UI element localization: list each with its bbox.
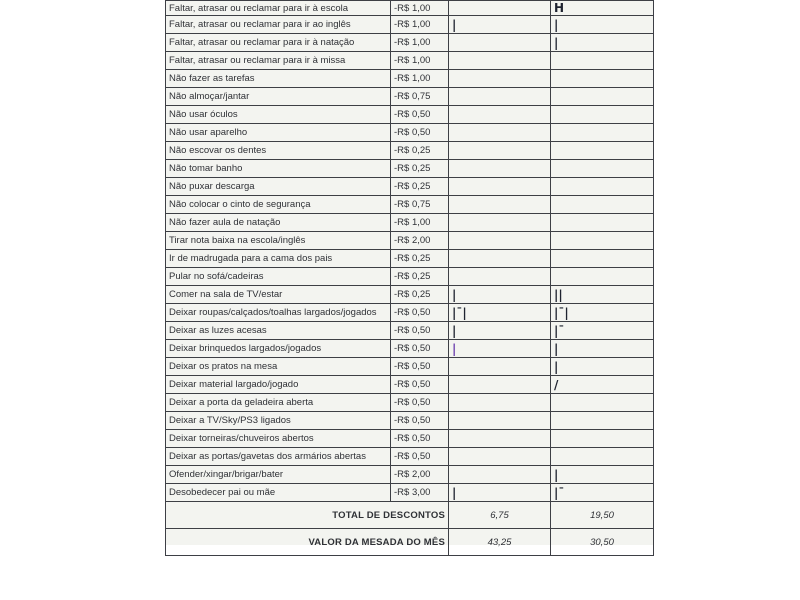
penalty-value: -R$ 0,50 <box>391 358 449 376</box>
tally-cell-col3 <box>449 394 551 412</box>
penalty-value: -R$ 0,50 <box>391 394 449 412</box>
tally-cell-col4 <box>551 340 654 358</box>
tally-cell-col3 <box>449 124 551 142</box>
table-row <box>166 160 654 178</box>
table-row <box>166 322 654 340</box>
tally-cell-col3 <box>449 448 551 466</box>
table-row <box>166 268 654 286</box>
infraction-label: Não fazer aula de natação <box>166 214 391 232</box>
infraction-label: Ofender/xingar/brigar/bater <box>166 466 391 484</box>
monthly-allowance-label: VALOR DA MESADA DO MÊS <box>166 529 449 556</box>
tally-cell-col3 <box>449 214 551 232</box>
tally-mark: |¯| <box>452 305 467 320</box>
tally-cell-col4 <box>551 34 654 52</box>
tally-cell-col4 <box>551 358 654 376</box>
table-row <box>166 106 654 124</box>
tally-cell-col3 <box>449 322 551 340</box>
allowance-sheet <box>165 0 653 548</box>
tally-cell-col3 <box>449 142 551 160</box>
table-row <box>166 340 654 358</box>
monthly-allowance-col3: 43,25 <box>449 529 551 556</box>
infraction-label: Ir de madrugada para a cama dos pais <box>166 250 391 268</box>
tally-cell-col4 <box>551 466 654 484</box>
tally-mark: | <box>452 17 457 32</box>
table-row <box>166 178 654 196</box>
tally-cell-col4 <box>551 1 654 16</box>
tally-cell-col4 <box>551 196 654 214</box>
table-row <box>166 358 654 376</box>
penalty-value: -R$ 0,50 <box>391 322 449 340</box>
table-row <box>166 250 654 268</box>
penalty-value: -R$ 1,00 <box>391 214 449 232</box>
total-discounts-row <box>166 502 654 529</box>
table-row <box>166 466 654 484</box>
tally-mark: | <box>554 17 559 32</box>
table-row <box>166 448 654 466</box>
table-row <box>166 34 654 52</box>
infraction-label: Deixar roupas/calçados/toalhas largados/jogados <box>166 304 391 322</box>
tally-cell-col4 <box>551 142 654 160</box>
monthly-allowance-row <box>166 529 654 556</box>
tally-mark: / <box>554 377 559 392</box>
tally-cell-col3 <box>449 70 551 88</box>
table-row <box>166 286 654 304</box>
penalty-value: -R$ 0,25 <box>391 142 449 160</box>
infraction-label: Faltar, atrasar ou reclamar para ir à natação <box>166 34 391 52</box>
table-row <box>166 232 654 250</box>
tally-mark: | <box>554 467 559 482</box>
penalty-value: -R$ 0,25 <box>391 178 449 196</box>
infraction-label: Faltar, atrasar ou reclamar para ir ao inglês <box>166 16 391 34</box>
table-row <box>166 88 654 106</box>
tally-cell-col3 <box>449 466 551 484</box>
tally-cell-col4 <box>551 484 654 502</box>
penalty-value: -R$ 1,00 <box>391 52 449 70</box>
penalty-value: -R$ 0,25 <box>391 268 449 286</box>
penalty-value: -R$ 0,50 <box>391 304 449 322</box>
infraction-label: Deixar as portas/gavetas dos armários abertas <box>166 448 391 466</box>
penalty-value: -R$ 0,75 <box>391 88 449 106</box>
infraction-label: Deixar a TV/Sky/PS3 ligados <box>166 412 391 430</box>
table-row <box>166 304 654 322</box>
penalty-value: -R$ 1,00 <box>391 16 449 34</box>
tally-cell-col3 <box>449 484 551 502</box>
tally-cell-col3 <box>449 34 551 52</box>
tally-cell-col3 <box>449 430 551 448</box>
tally-cell-col3 <box>449 304 551 322</box>
total-discounts-label: TOTAL DE DESCONTOS <box>166 502 449 529</box>
infraction-label: Faltar, atrasar ou reclamar para ir à missa <box>166 52 391 70</box>
tally-cell-col3 <box>449 340 551 358</box>
penalty-value: -R$ 2,00 <box>391 466 449 484</box>
infraction-label: Não usar aparelho <box>166 124 391 142</box>
penalty-value: -R$ 0,25 <box>391 250 449 268</box>
tally-cell-col4 <box>551 250 654 268</box>
tally-cell-col3 <box>449 268 551 286</box>
tally-cell-col3 <box>449 232 551 250</box>
tally-cell-col4 <box>551 394 654 412</box>
penalty-value: -R$ 0,50 <box>391 124 449 142</box>
infraction-label: Não tomar banho <box>166 160 391 178</box>
table-row <box>166 124 654 142</box>
penalty-value: -R$ 0,50 <box>391 448 449 466</box>
tally-mark: | <box>452 341 457 356</box>
tally-mark: | <box>452 323 457 338</box>
penalty-value: -R$ 3,00 <box>391 484 449 502</box>
table-row <box>166 142 654 160</box>
tally-cell-col4 <box>551 448 654 466</box>
infraction-label: Deixar torneiras/chuveiros abertos <box>166 430 391 448</box>
infraction-label: Deixar material largado/jogado <box>166 376 391 394</box>
monthly-allowance-col4: 30,50 <box>551 529 654 556</box>
total-discounts-col3: 6,75 <box>449 502 551 529</box>
infraction-label: Deixar a porta da geladeira aberta <box>166 394 391 412</box>
table-row <box>166 214 654 232</box>
tally-cell-col4 <box>551 232 654 250</box>
penalty-value: -R$ 0,50 <box>391 412 449 430</box>
table-row <box>166 52 654 70</box>
tally-mark: |¯| <box>554 305 569 320</box>
tally-mark: | <box>452 485 457 500</box>
penalty-value: -R$ 0,50 <box>391 106 449 124</box>
penalty-value: -R$ 0,75 <box>391 196 449 214</box>
tally-cell-col3 <box>449 16 551 34</box>
tally-cell-col4 <box>551 412 654 430</box>
penalty-value: -R$ 0,25 <box>391 160 449 178</box>
penalty-value: -R$ 1,00 <box>391 70 449 88</box>
infraction-label: Não usar óculos <box>166 106 391 124</box>
penalty-value: -R$ 1,00 <box>391 1 449 16</box>
infraction-label: Não almoçar/jantar <box>166 88 391 106</box>
table-row <box>166 394 654 412</box>
penalty-value: -R$ 1,00 <box>391 34 449 52</box>
tally-mark: | <box>554 359 559 374</box>
penalty-value: -R$ 0,50 <box>391 340 449 358</box>
tally-cell-col3 <box>449 412 551 430</box>
infraction-label: Deixar os pratos na mesa <box>166 358 391 376</box>
tally-cell-col4 <box>551 52 654 70</box>
tally-cell-col4 <box>551 430 654 448</box>
infraction-label: Deixar as luzes acesas <box>166 322 391 340</box>
tally-cell-col3 <box>449 52 551 70</box>
table-row <box>166 430 654 448</box>
tally-cell-col4 <box>551 214 654 232</box>
tally-mark: H <box>554 1 565 15</box>
tally-cell-col4 <box>551 88 654 106</box>
tally-cell-col4 <box>551 376 654 394</box>
infraction-label: Tirar nota baixa na escola/inglês <box>166 232 391 250</box>
tally-cell-col4 <box>551 322 654 340</box>
tally-cell-col4 <box>551 70 654 88</box>
tally-mark: | <box>452 287 457 302</box>
table-row <box>166 70 654 88</box>
tally-cell-col4 <box>551 178 654 196</box>
tally-cell-col3 <box>449 196 551 214</box>
table-row <box>166 16 654 34</box>
tally-cell-col4 <box>551 268 654 286</box>
table-row <box>166 484 654 502</box>
tally-cell-col3 <box>449 286 551 304</box>
tally-cell-col3 <box>449 376 551 394</box>
tally-cell-col4 <box>551 160 654 178</box>
tally-cell-col4 <box>551 16 654 34</box>
tally-cell-col3 <box>449 160 551 178</box>
infraction-label: Faltar, atrasar ou reclamar para ir à escola <box>166 1 391 16</box>
infraction-label: Pular no sofá/cadeiras <box>166 268 391 286</box>
penalty-value: -R$ 2,00 <box>391 232 449 250</box>
tally-mark: |¯ <box>554 323 565 338</box>
infraction-label: Não escovar os dentes <box>166 142 391 160</box>
tally-cell-col3 <box>449 106 551 124</box>
infraction-label: Comer na sala de TV/estar <box>166 286 391 304</box>
tally-cell-col3 <box>449 358 551 376</box>
table-row <box>166 1 654 16</box>
table-row <box>166 412 654 430</box>
deductions-table <box>165 0 654 556</box>
tally-mark: || <box>554 287 563 302</box>
penalty-value: -R$ 0,50 <box>391 376 449 394</box>
infraction-label: Não puxar descarga <box>166 178 391 196</box>
infraction-label: Não fazer as tarefas <box>166 70 391 88</box>
tally-cell-col4 <box>551 304 654 322</box>
infraction-label: Não colocar o cinto de segurança <box>166 196 391 214</box>
tally-mark: | <box>554 35 559 50</box>
total-discounts-col4: 19,50 <box>551 502 654 529</box>
tally-cell-col3 <box>449 178 551 196</box>
infraction-label: Deixar brinquedos largados/jogados <box>166 340 391 358</box>
tally-cell-col4 <box>551 124 654 142</box>
tally-cell-col4 <box>551 106 654 124</box>
tally-mark: |¯ <box>554 485 565 500</box>
table-row <box>166 376 654 394</box>
tally-cell-col3 <box>449 88 551 106</box>
table-row <box>166 196 654 214</box>
tally-cell-col3 <box>449 1 551 16</box>
tally-cell-col4 <box>551 286 654 304</box>
penalty-value: -R$ 0,50 <box>391 430 449 448</box>
penalty-value: -R$ 0,25 <box>391 286 449 304</box>
tally-mark: | <box>554 341 559 356</box>
tally-cell-col3 <box>449 250 551 268</box>
infraction-label: Desobedecer pai ou mãe <box>166 484 391 502</box>
